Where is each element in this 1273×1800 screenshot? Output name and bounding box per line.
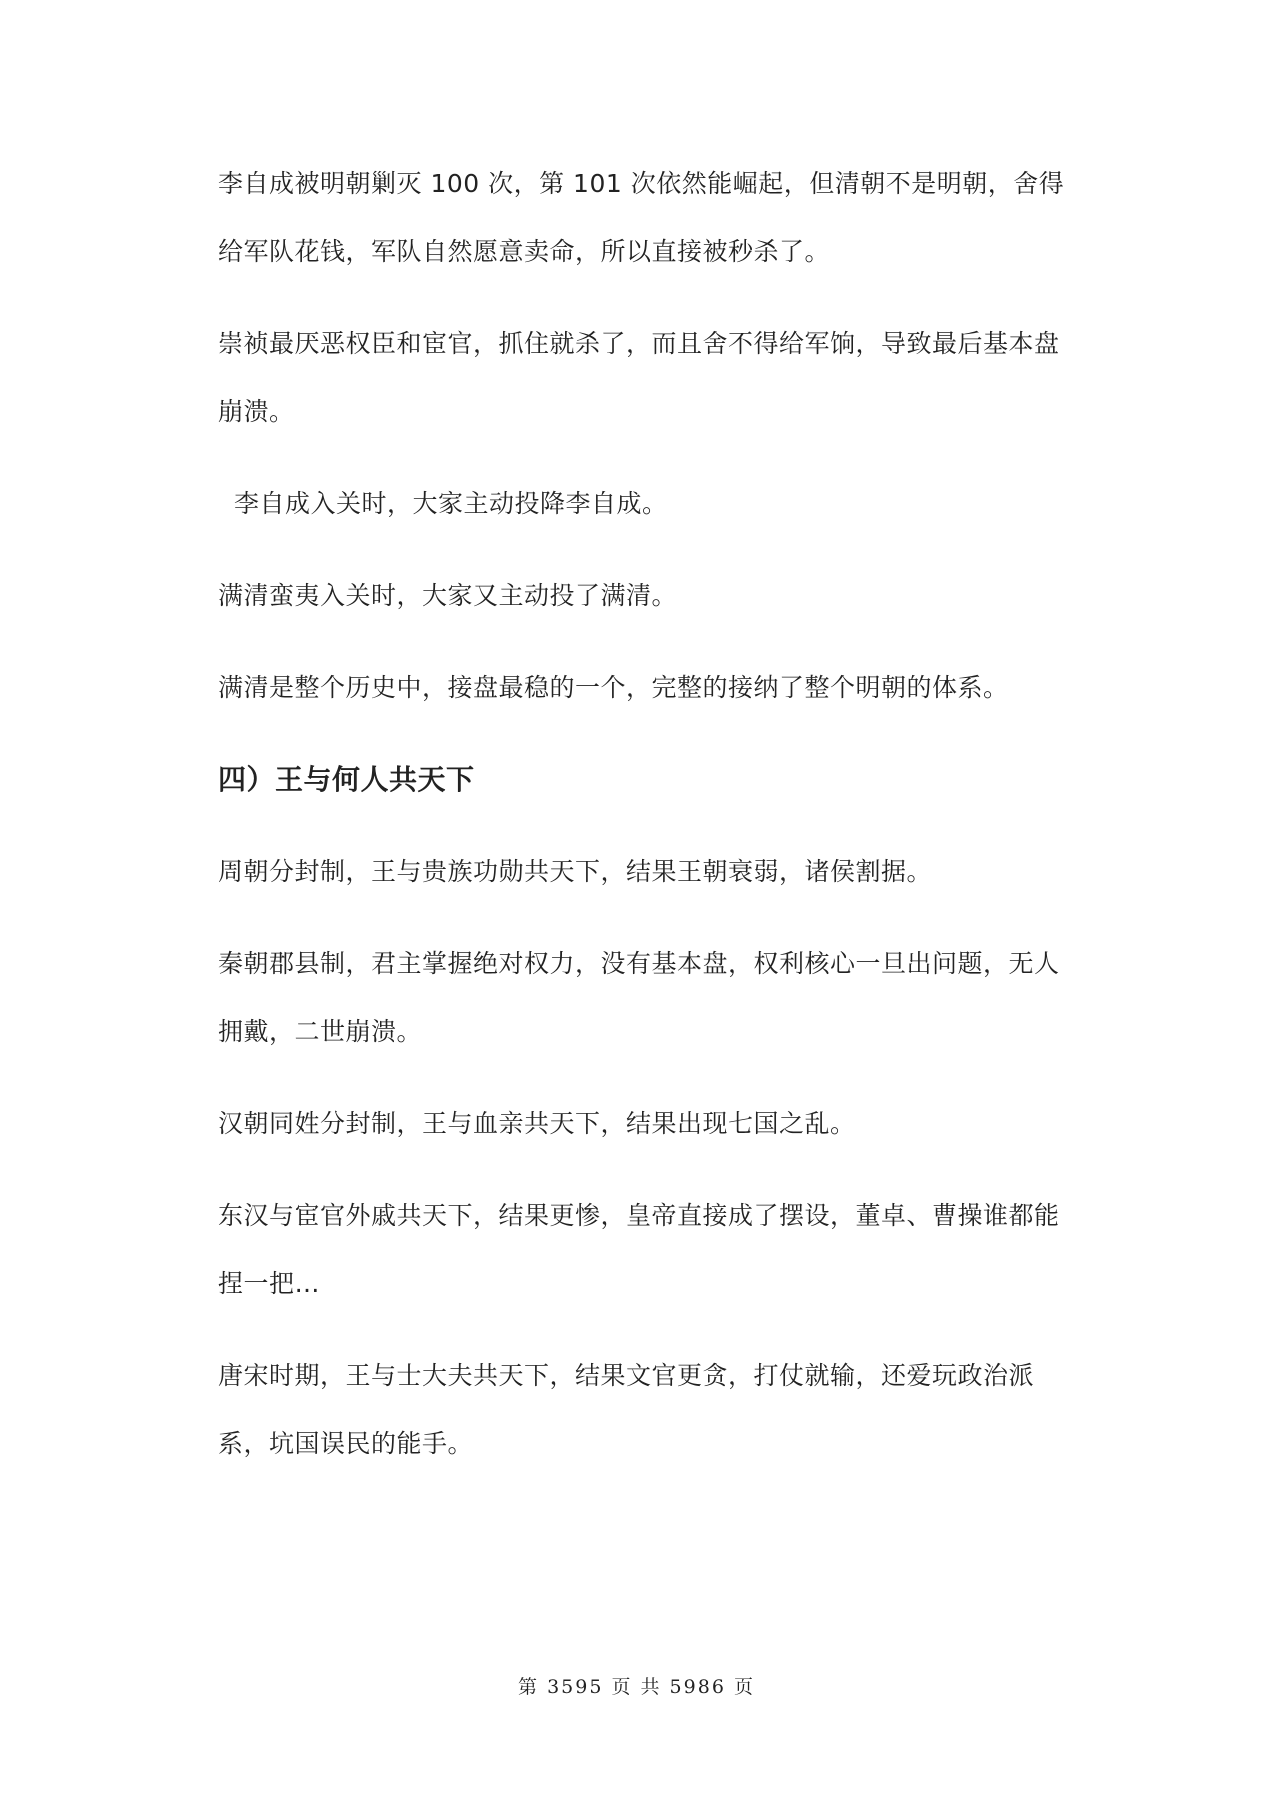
paragraph: 东汉与宦官外戚共天下，结果更惨，皇帝直接成了摆设，董卓、曹操谁都能捏一把… (218, 1201, 1060, 1298)
paragraph: 秦朝郡县制，君主掌握绝对权力，没有基本盘，权利核心一旦出问题，无人拥戴，二世崩溃。 (218, 949, 1060, 1046)
paragraph: 汉朝同姓分封制，王与血亲共天下，结果出现七国之乱。 (218, 1109, 856, 1138)
section-heading: 四）王与何人共天下 (218, 763, 475, 796)
paragraph: 唐宋时期，王与士大夫共天下，结果文官更贪，打仗就输，还爱玩政治派系，坑国误民的能手。 (218, 1361, 1035, 1458)
paragraph: 周朝分封制，王与贵族功勋共天下，结果王朝衰弱，诸侯割据。 (218, 857, 933, 886)
paragraph: 满清是整个历史中，接盘最稳的一个，完整的接纳了整个明朝的体系。 (218, 673, 1009, 702)
page-number-footer: 第 3595 页 共 5986 页 (518, 1676, 755, 1698)
paragraph: 崇祯最厌恶权臣和宦官，抓住就杀了，而且舍不得给军饷，导致最后基本盘崩溃。 (218, 329, 1060, 426)
paragraph: 李自成入关时，大家主动投降李自成。 (234, 489, 668, 518)
paragraph: 满清蛮夷入关时，大家又主动投了满清。 (218, 581, 678, 610)
document-body (218, 150, 1068, 1502)
paragraph: 李自成被明朝剿灭 100 次，第 101 次依然能崛起，但清朝不是明朝，舍得给军队花钱，军队自然愿意卖命，所以直接被秒杀了。 (218, 169, 1065, 266)
